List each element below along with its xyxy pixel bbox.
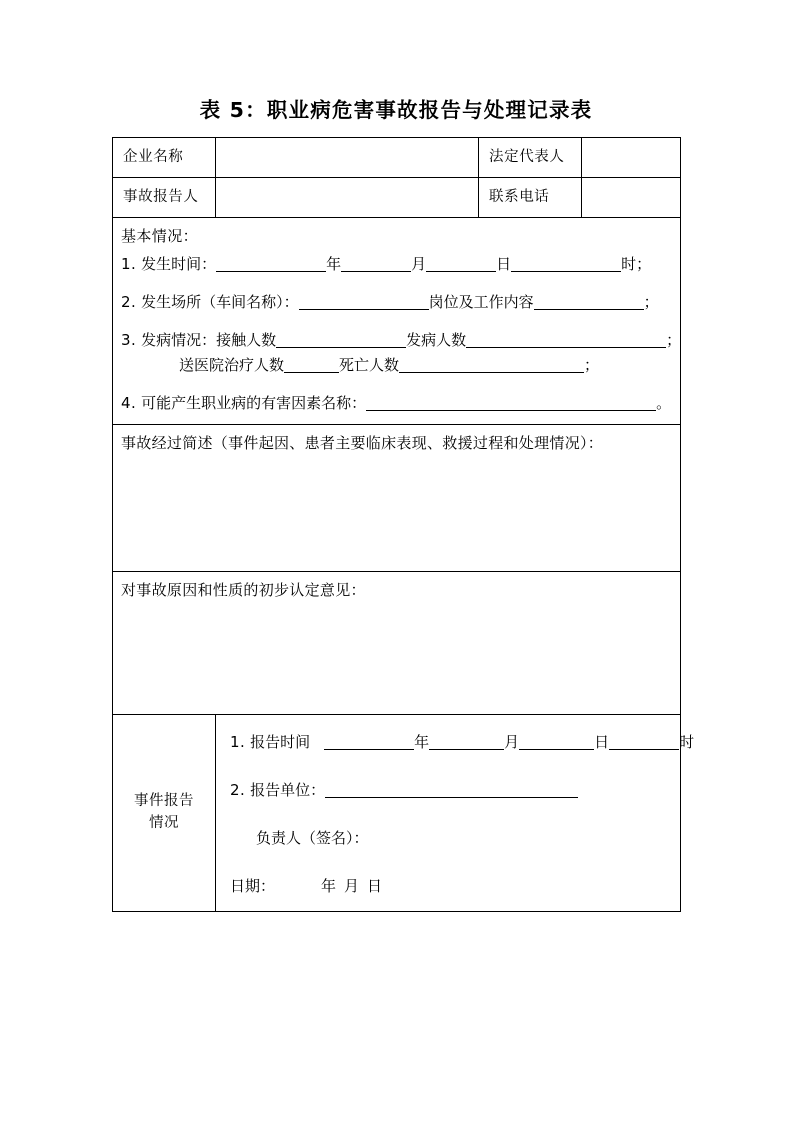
- basic-item-hospital-death: [121, 353, 672, 378]
- company-name-label: 企业名称: [113, 138, 216, 178]
- item4-number: 4.: [121, 394, 137, 412]
- item1-label: 发生时间：: [141, 255, 217, 273]
- accident-narrative-textarea[interactable]: [121, 455, 672, 563]
- item1-unit-day: 日: [496, 255, 512, 273]
- item3-label: 发病情况：: [141, 331, 217, 349]
- event-report-label-line2: 情况: [149, 815, 179, 831]
- accident-narrative-heading: 事故经过简述（事件起因、患者主要临床表现、救援过程和处理情况）：: [121, 434, 604, 452]
- item1-unit-year: 年: [326, 255, 342, 273]
- report-date-label: 日期：: [230, 877, 276, 895]
- item3-number: 3.: [121, 331, 137, 349]
- basic-item-occurrence-place: [121, 290, 672, 315]
- occurrence-year-field[interactable]: [216, 254, 326, 272]
- responsible-person-line: [230, 825, 670, 851]
- report-item1-number: 1.: [230, 733, 246, 751]
- legal-representative-input[interactable]: [582, 138, 681, 178]
- item2-label: 发生场所（车间名称）：: [141, 293, 299, 311]
- preliminary-opinion-heading: 对事故原因和性质的初步认定意见：: [121, 581, 366, 599]
- reporting-unit-field[interactable]: [325, 780, 578, 798]
- item1-number: 1.: [121, 255, 137, 273]
- report-unit-hour: 时: [679, 733, 695, 751]
- occurrence-hour-field[interactable]: [511, 254, 621, 272]
- item4-terminator: 。: [656, 394, 672, 412]
- basic-item-hazard-factors: [121, 391, 672, 416]
- report-unit-line: [230, 777, 670, 803]
- accident-narrative-cell: [113, 425, 681, 572]
- item1-terminator: ；: [636, 255, 652, 273]
- item2-label2: 岗位及工作内容: [428, 293, 534, 311]
- exposed-person-count-field[interactable]: [276, 330, 406, 348]
- report-unit-label: 报告单位：: [250, 781, 326, 799]
- item3-field2-label: 发病人数: [406, 331, 467, 349]
- occurrence-day-field[interactable]: [426, 254, 496, 272]
- item3-terminator1: ；: [666, 331, 682, 349]
- report-unit-month: 月: [504, 733, 520, 751]
- reporter-label: 事故报告人: [113, 178, 216, 218]
- occupational-disease-accident-form: [112, 137, 695, 912]
- table-row-company: [113, 138, 681, 178]
- report-hour-field[interactable]: [609, 732, 679, 750]
- basic-situation-list: [121, 252, 682, 416]
- report-date-line: [230, 873, 670, 899]
- event-report-body: [216, 715, 695, 912]
- table-row-basic-situation: [113, 218, 681, 425]
- item4-label: 可能产生职业病的有害因素名称：: [141, 394, 367, 412]
- item2-number: 2.: [121, 293, 137, 311]
- basic-item-illness-status: [121, 328, 682, 353]
- hospitalized-count-field[interactable]: [284, 355, 339, 373]
- reporter-input[interactable]: [216, 178, 479, 218]
- item3-terminator2: ；: [584, 356, 600, 374]
- basic-item-occurrence-time: [121, 252, 672, 277]
- death-count-field[interactable]: [399, 355, 584, 373]
- report-unit-day: 日: [594, 733, 610, 751]
- basic-situation-heading: 基本情况：: [121, 227, 199, 245]
- report-unit-year: 年: [414, 733, 430, 751]
- item2-terminator: ；: [643, 293, 659, 311]
- item3-field3-label: 送医院治疗人数: [179, 356, 285, 374]
- post-and-work-content-field[interactable]: [534, 292, 644, 310]
- preliminary-opinion-textarea[interactable]: [121, 602, 672, 706]
- ill-person-count-field[interactable]: [466, 330, 666, 348]
- event-report-label: [113, 715, 216, 912]
- report-year-field[interactable]: [324, 732, 414, 750]
- legal-representative-label: 法定代表人: [479, 138, 582, 178]
- report-time-label: 报告时间: [250, 733, 311, 751]
- item1-unit-month: 月: [411, 255, 427, 273]
- report-time-line: [230, 729, 695, 755]
- report-month-field[interactable]: [429, 732, 504, 750]
- basic-situation-cell: [113, 218, 681, 425]
- responsible-person-label: 负责人（签名）：: [256, 829, 369, 847]
- table-row-accident-narrative: [113, 425, 681, 572]
- item3-field1-label: 接触人数: [216, 331, 277, 349]
- hazard-factor-name-field[interactable]: [366, 393, 656, 411]
- table-row-preliminary-opinion: [113, 572, 681, 715]
- item1-unit-hour: 时: [621, 255, 637, 273]
- report-item2-number: 2.: [230, 781, 246, 799]
- preliminary-opinion-cell: [113, 572, 681, 715]
- table-row-reporter: [113, 178, 681, 218]
- report-day-field[interactable]: [519, 732, 594, 750]
- report-date-year: 年: [321, 877, 337, 895]
- occurrence-month-field[interactable]: [341, 254, 411, 272]
- company-name-input[interactable]: [216, 138, 479, 178]
- report-date-month: 月: [344, 877, 360, 895]
- report-date-day: 日: [367, 877, 383, 895]
- phone-label: 联系电话: [479, 178, 582, 218]
- page-title: 表 5：职业病危害事故报告与处理记录表: [199, 98, 593, 122]
- item3-field4-label: 死亡人数: [339, 356, 400, 374]
- phone-input[interactable]: [582, 178, 681, 218]
- event-report-label-line1: 事件报告: [134, 793, 194, 810]
- table-row-event-report: [113, 715, 681, 912]
- workshop-name-field[interactable]: [299, 292, 429, 310]
